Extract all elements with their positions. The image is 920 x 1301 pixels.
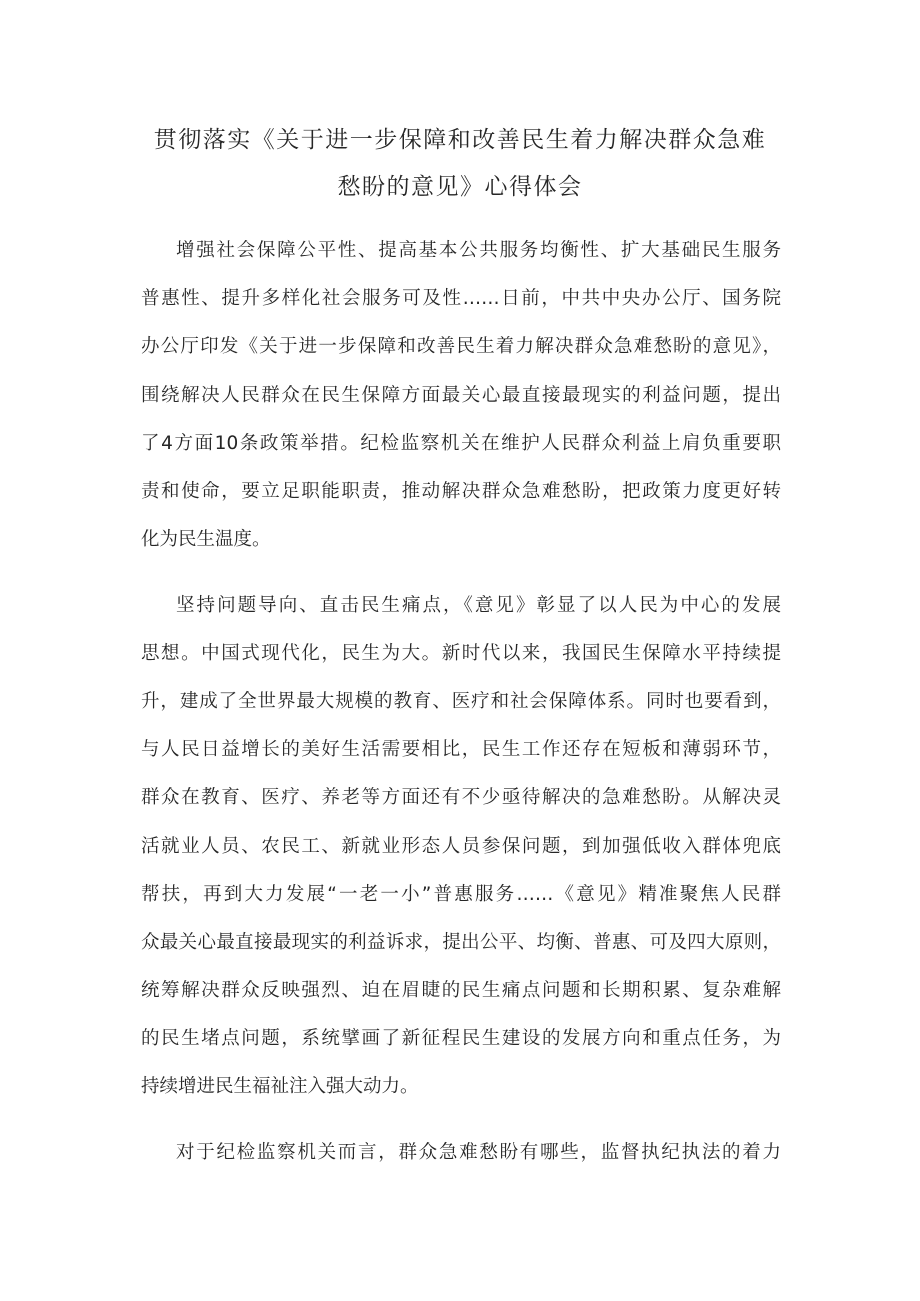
paragraph-2-line: 升，建成了全世界最大规模的教育、医疗和社会保障体系。同时也要看到，	[141, 691, 781, 712]
paragraph-1-line: 增强社会保障公平性、提高基本公共服务均衡性、扩大基础民生服务	[176, 240, 781, 261]
paragraph-2-line: 与人民日益增长的美好生活需要相比，民生工作还存在短板和薄弱环节，	[141, 739, 781, 760]
paragraph-1-line: 围绕解决人民群众在民生保障方面最关心最直接最现实的利益问题，提出	[141, 385, 781, 406]
paragraph-1-line: 责和使命，要立足职能职责，推动解决群众急难愁盼，把政策力度更好转	[141, 481, 781, 502]
document-title-line-1: 贯彻落实《关于进一步保障和改善民生着力解决群众急难	[153, 127, 767, 153]
paragraph-1-line: 普惠性、提升多样化社会服务可及性……日前，中共中央办公厅、国务院	[141, 288, 781, 309]
paragraph-1-line: 办公厅印发《关于进一步保障和改善民生着力解决群众急难愁盼的意见》，	[141, 336, 781, 357]
paragraph-2-line: 活就业人员、农民工、新就业形态人员参保问题，到加强低收入群体兜底	[141, 836, 781, 857]
paragraph-2-line: 持续增进民生福祉注入强大动力。	[141, 1076, 419, 1097]
paragraph-2-line: 帮扶，再到大力发展“一老一小”普惠服务……《意见》精准聚焦人民群	[141, 884, 781, 905]
document-title-line-2: 愁盼的意见》心得体会	[337, 174, 583, 200]
paragraph-2-line: 坚持问题导向、直击民生痛点，《意见》彰显了以人民为中心的发展	[176, 595, 781, 616]
paragraph-2-line: 的民生堵点问题，系统擘画了新征程民生建设的发展方向和重点任务，为	[141, 1028, 781, 1049]
paragraph-2-line: 统筹解决群众反映强烈、迫在眉睫的民生痛点问题和长期积累、复杂难解	[141, 980, 781, 1001]
paragraph-2-line: 群众在教育、医疗、养老等方面还有不少亟待解决的急难愁盼。从解决灵	[141, 787, 781, 808]
paragraph-1-line: 了4方面10条政策举措。纪检监察机关在维护人民群众利益上肩负重要职	[141, 433, 781, 454]
paragraph-1-line: 化为民生温度。	[141, 529, 271, 550]
paragraph-3-line: 对于纪检监察机关而言，群众急难愁盼有哪些，监督执纪执法的着力	[176, 1142, 781, 1163]
paragraph-2-line: 思想。中国式现代化，民生为大。新时代以来，我国民生保障水平持续提	[141, 643, 781, 664]
paragraph-2-line: 众最关心最直接最现实的利益诉求，提出公平、均衡、普惠、可及四大原则，	[141, 932, 781, 953]
